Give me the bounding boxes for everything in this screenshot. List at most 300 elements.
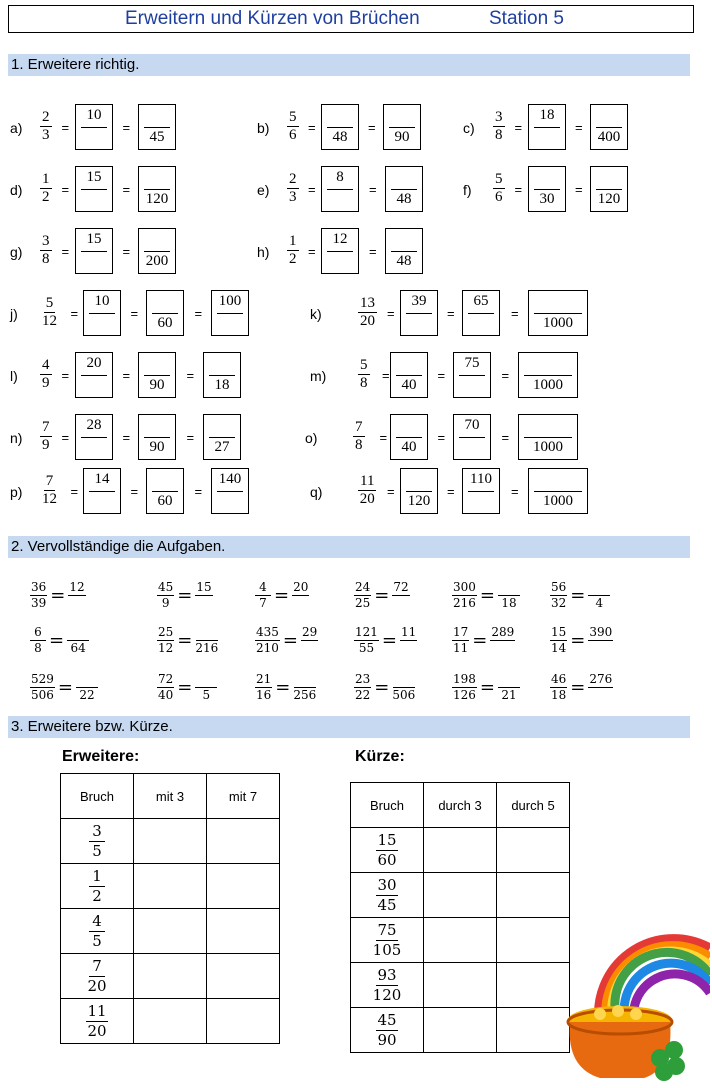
equals-sign: = [381, 630, 397, 651]
equals-sign: = [61, 430, 70, 445]
equals-sign: = [61, 120, 70, 135]
numerator: 75 [377, 920, 397, 939]
denominator [399, 596, 403, 611]
numerator: 45 [158, 580, 174, 594]
equals-sign: = [130, 484, 139, 499]
numerator [76, 672, 98, 688]
equals-sign: = [61, 182, 70, 197]
fraction-left [157, 580, 174, 611]
denominator: 2 [92, 886, 102, 905]
fraction [89, 912, 105, 951]
equals-sign: = [387, 484, 395, 499]
numerator: 3 [42, 233, 50, 249]
table-row [351, 1008, 570, 1053]
answer-box-bottom: 60 [157, 315, 173, 331]
denominator [407, 641, 411, 656]
fraction-cell [351, 873, 424, 918]
denominator: 64 [70, 641, 86, 655]
answer-box-bottom: 120 [145, 191, 169, 207]
numerator: 289 [491, 625, 515, 639]
equation-item [354, 625, 417, 656]
answer-box-bottom: 30 [539, 191, 555, 207]
answer-box-bottom: 48 [396, 253, 412, 269]
fraction-left [452, 625, 469, 656]
answer-cell[interactable] [207, 864, 280, 909]
left-header-row [61, 774, 280, 819]
fraction-right[interactable] [392, 672, 415, 703]
table-row [351, 828, 570, 873]
equals-sign: = [70, 306, 79, 321]
equals-sign: = [122, 244, 131, 259]
equals-sign: = [194, 306, 203, 321]
denominator: 22 [355, 688, 371, 702]
problem-label: d) [10, 182, 23, 198]
answer-cell[interactable] [424, 963, 497, 1008]
table-row [61, 909, 280, 954]
fraction-left [255, 625, 280, 656]
fraction-right[interactable] [392, 580, 409, 611]
answer-cell[interactable] [497, 1008, 570, 1053]
numerator: 6 [30, 625, 46, 641]
fraction-left [255, 580, 271, 611]
equals-sign: = [570, 677, 586, 698]
equals-sign: = [501, 368, 510, 383]
table-row [61, 819, 280, 864]
equals-sign: = [70, 484, 79, 499]
numerator: 198 [453, 672, 476, 686]
fraction [87, 957, 106, 996]
numerator: 15 [196, 580, 212, 594]
problem-label: q) [310, 484, 323, 500]
fraction-right[interactable] [588, 580, 610, 611]
equals-sign: = [379, 430, 388, 445]
right-table [350, 782, 570, 1053]
problem-label: c) [463, 120, 475, 136]
denominator: 216 [453, 596, 476, 610]
answer-box-top: 70 [464, 417, 480, 433]
column-header: mit 7 [207, 774, 280, 819]
denominator [299, 596, 303, 611]
numerator: 7 [89, 957, 105, 977]
denominator: 6 [495, 189, 503, 205]
answer-cell[interactable] [134, 864, 207, 909]
answer-cell[interactable] [424, 1008, 497, 1053]
table-row [61, 954, 280, 999]
answer-box-bottom: 120 [407, 493, 431, 509]
answer-cell[interactable] [424, 918, 497, 963]
fraction-right[interactable] [498, 672, 520, 703]
equals-sign: = [275, 677, 291, 698]
numerator: 11 [87, 1001, 107, 1020]
fraction-cell [61, 819, 134, 864]
table-row [351, 918, 570, 963]
answer-cell[interactable] [424, 828, 497, 873]
worksheet-title: Erweitern und Kürzen von Brüchen [125, 8, 420, 29]
problem-label: n) [10, 430, 23, 446]
table-row [351, 963, 570, 1008]
equals-sign: = [387, 306, 395, 321]
fraction-right[interactable] [76, 672, 98, 703]
numerator: 4 [89, 912, 105, 932]
equals-sign: = [575, 182, 583, 197]
answer-box-top: 8 [336, 169, 344, 185]
answer-cell[interactable] [497, 918, 570, 963]
numerator: 23 [355, 672, 371, 686]
denominator [501, 641, 505, 656]
answer-box-bottom: 27 [214, 439, 230, 455]
fraction-right[interactable] [400, 625, 417, 656]
denominator: 2 [42, 189, 50, 205]
answer-box-top: 75 [464, 355, 480, 371]
denominator: 8 [42, 251, 50, 267]
answer-box-bottom: 48 [332, 129, 348, 145]
numerator: 12 [69, 580, 85, 594]
answer-box-top: 65 [473, 293, 489, 309]
denominator: 506 [392, 688, 416, 702]
answer-box-bottom: 48 [396, 191, 412, 207]
fraction-right[interactable] [490, 625, 515, 656]
numerator: 72 [158, 672, 174, 686]
numerator: 13 [360, 295, 375, 311]
numerator [498, 672, 520, 688]
answer-box-top: 28 [86, 417, 102, 433]
equals-sign: = [514, 182, 523, 197]
denominator: 6 [289, 127, 297, 143]
fraction [376, 876, 397, 915]
numerator [67, 625, 89, 641]
denominator: 12 [42, 313, 57, 329]
fraction-left [157, 625, 174, 656]
numerator: 3 [495, 109, 503, 125]
numerator: 2 [42, 109, 50, 125]
numerator [498, 580, 520, 596]
equals-sign: = [575, 120, 583, 135]
fraction-left [30, 580, 47, 611]
problem-label: o) [305, 430, 318, 446]
equals-sign: = [122, 368, 131, 383]
fraction-right[interactable] [498, 580, 520, 611]
fraction-cell [351, 918, 424, 963]
fraction [376, 1011, 397, 1050]
equals-sign: = [61, 244, 70, 259]
answer-cell[interactable] [207, 819, 280, 864]
answer-cell[interactable] [207, 954, 280, 999]
fraction-right[interactable] [195, 672, 217, 703]
denominator: 210 [256, 641, 279, 655]
denominator: 14 [551, 641, 567, 655]
equals-sign: = [49, 630, 65, 651]
numerator: 7 [45, 473, 54, 489]
equals-sign: = [570, 630, 586, 651]
equals-sign: = [308, 120, 316, 135]
denominator [599, 641, 603, 656]
denominator: 11 [453, 641, 469, 655]
problem-label: j) [10, 306, 18, 322]
numerator: 5 [289, 109, 297, 125]
equals-sign: = [437, 368, 446, 383]
denominator: 5 [202, 688, 211, 702]
equation-item [452, 672, 520, 703]
problem-label: e) [257, 182, 270, 198]
problem-label: p) [10, 484, 23, 500]
table-row [61, 864, 280, 909]
denominator [75, 596, 79, 611]
fraction-left [452, 672, 477, 703]
numerator: 36 [31, 580, 47, 594]
column-header: durch 5 [497, 783, 570, 828]
equals-sign: = [374, 585, 390, 606]
equals-sign: = [447, 484, 455, 499]
answer-box-top: 10 [86, 107, 102, 123]
equation-item [354, 672, 415, 703]
answer-cell[interactable] [207, 999, 280, 1044]
numerator: 300 [453, 580, 476, 594]
answer-box-top: 100 [218, 293, 242, 309]
answer-box-top: 140 [218, 471, 242, 487]
answer-box-top: 15 [86, 231, 102, 247]
numerator: 5 [360, 357, 368, 373]
answer-box-bottom: 45 [149, 129, 165, 145]
equals-sign: = [57, 677, 73, 698]
equation-item [30, 672, 98, 703]
numerator: 276 [589, 672, 613, 686]
equals-sign: = [570, 585, 586, 606]
equals-sign: = [122, 430, 131, 445]
denominator: 20 [359, 491, 375, 507]
numerator: 7 [42, 419, 50, 435]
problem-label: k) [310, 306, 322, 322]
equals-sign: = [308, 244, 316, 259]
numerator: 45 [377, 1010, 397, 1029]
denominator: 3 [289, 189, 297, 205]
equals-sign: = [61, 368, 70, 383]
numerator: 4 [255, 580, 271, 596]
fraction-left [550, 580, 567, 611]
equals-sign: = [274, 585, 290, 606]
numerator: 3 [89, 822, 105, 842]
denominator: 20 [360, 313, 375, 329]
fraction-right[interactable] [195, 580, 212, 611]
reduce-table-wrap [350, 782, 570, 1053]
numerator: 93 [377, 965, 397, 984]
equation-item [255, 625, 318, 656]
fraction-right[interactable] [588, 672, 613, 703]
equals-sign: = [368, 120, 376, 135]
numerator: 15 [377, 830, 397, 849]
answer-box-bottom: 60 [157, 493, 173, 509]
equals-sign: = [374, 677, 390, 698]
answer-cell[interactable] [497, 963, 570, 1008]
denominator: 55 [358, 641, 375, 655]
fraction [376, 831, 397, 870]
answer-cell[interactable] [424, 873, 497, 918]
numerator: 1 [289, 233, 297, 249]
denominator: 8 [495, 127, 503, 143]
problem-label: f) [463, 182, 472, 198]
denominator: 20 [87, 1021, 107, 1040]
denominator: 9 [161, 596, 170, 610]
equation-item [30, 625, 89, 656]
denominator: 90 [377, 1030, 397, 1049]
fraction-left [354, 672, 371, 703]
numerator: 121 [355, 625, 378, 639]
numerator [196, 625, 218, 641]
denominator [202, 596, 206, 611]
denominator: 7 [259, 596, 267, 610]
fraction [89, 867, 105, 906]
denominator: 16 [256, 688, 272, 702]
answer-cell[interactable] [134, 819, 207, 864]
fraction-left [255, 672, 272, 703]
problem-label: b) [257, 120, 270, 136]
fraction-right[interactable] [292, 580, 309, 611]
fraction-right[interactable] [195, 625, 218, 656]
numerator: 7 [355, 419, 363, 435]
numerator: 390 [589, 625, 613, 639]
equation-item [550, 672, 613, 703]
equals-sign: = [177, 630, 193, 651]
equals-sign: = [382, 368, 390, 383]
equals-sign: = [447, 306, 455, 321]
denominator: 25 [355, 596, 371, 610]
fraction [86, 1002, 107, 1041]
fraction [373, 921, 402, 960]
table-row [61, 999, 280, 1044]
fraction-right[interactable] [67, 625, 89, 656]
fraction-right[interactable] [588, 625, 613, 656]
answer-box-bottom: 200 [145, 253, 169, 269]
numerator: 15 [551, 625, 567, 639]
answer-box-bottom: 1000 [533, 439, 563, 455]
numerator: 72 [393, 580, 409, 594]
equals-sign: = [369, 244, 377, 259]
problem-label: m) [310, 368, 327, 384]
denominator: 3 [42, 127, 50, 143]
numerator: 30 [377, 875, 397, 894]
fraction-left [550, 625, 567, 656]
answer-box-top: 10 [94, 293, 110, 309]
extend-table-wrap [60, 773, 280, 1044]
equation-item [354, 580, 410, 611]
fraction-right[interactable] [68, 580, 85, 611]
numerator: 20 [293, 580, 309, 594]
numerator: 24 [355, 580, 371, 594]
section-3-heading: 3. Erweitere bzw. Kürze. [8, 716, 690, 738]
denominator: 39 [31, 596, 47, 610]
equation-item [452, 580, 520, 611]
equation-item [30, 580, 86, 611]
answer-cell[interactable] [134, 954, 207, 999]
answer-box-bottom: 1000 [543, 315, 573, 331]
numerator: 11 [401, 625, 417, 639]
answer-box-bottom: 40 [401, 439, 417, 455]
numerator: 4 [42, 357, 50, 373]
equation-item [255, 672, 316, 703]
numerator [393, 672, 415, 688]
extend-heading: Erweitere: [62, 748, 140, 765]
numerator: 11 [360, 473, 375, 489]
equals-sign: = [50, 585, 66, 606]
answer-box-bottom: 90 [149, 439, 165, 455]
numerator: 56 [551, 580, 567, 594]
section-1-heading: 1. Erweitere richtig. [8, 54, 690, 76]
fraction-cell [351, 1008, 424, 1053]
equals-sign: = [511, 484, 519, 499]
numerator [588, 580, 610, 596]
answer-cell[interactable] [134, 909, 207, 954]
fraction-left [550, 672, 567, 703]
denominator: 5 [92, 931, 102, 950]
denominator: 2 [289, 251, 297, 267]
equals-sign: = [130, 306, 139, 321]
equals-sign: = [186, 368, 195, 383]
rainbow-pot-of-gold-icon [560, 918, 710, 1084]
equals-sign: = [177, 585, 193, 606]
numerator: 46 [551, 672, 567, 686]
denominator: 8 [360, 375, 368, 391]
fraction-right[interactable] [293, 672, 316, 703]
answer-box-bottom: 1000 [533, 377, 563, 393]
denominator: 21 [501, 688, 517, 702]
problem-label: g) [10, 244, 23, 260]
denominator [308, 641, 312, 656]
denominator: 32 [551, 596, 567, 610]
fraction-right[interactable] [301, 625, 318, 656]
denominator: 216 [195, 641, 219, 655]
equals-sign: = [479, 585, 495, 606]
fraction [89, 822, 105, 861]
fraction-left [354, 580, 371, 611]
equals-sign: = [472, 630, 488, 651]
denominator: 506 [31, 688, 54, 702]
answer-box-bottom: 1000 [543, 493, 573, 509]
equals-sign: = [282, 630, 298, 651]
denominator: 18 [551, 688, 567, 702]
answer-cell[interactable] [207, 909, 280, 954]
answer-box-top: 15 [86, 169, 102, 185]
equals-sign: = [186, 430, 195, 445]
numerator [294, 672, 316, 688]
answer-box-top: 20 [86, 355, 102, 371]
fraction [373, 966, 402, 1005]
equals-sign: = [369, 182, 377, 197]
denominator: 60 [377, 850, 397, 869]
answer-cell[interactable] [134, 999, 207, 1044]
answer-box-bottom: 40 [401, 377, 417, 393]
reduce-heading: Kürze: [355, 748, 405, 765]
table-row [351, 873, 570, 918]
equation-item [550, 580, 610, 611]
numerator: 25 [158, 625, 174, 639]
answer-box-bottom: 90 [149, 377, 165, 393]
equation-item [157, 672, 217, 703]
equals-sign: = [511, 306, 519, 321]
answer-cell[interactable] [497, 873, 570, 918]
answer-box-top: 39 [411, 293, 427, 309]
denominator: 4 [595, 596, 604, 610]
answer-cell[interactable] [497, 828, 570, 873]
denominator: 12 [158, 641, 174, 655]
equals-sign: = [437, 430, 446, 445]
fraction-left [452, 580, 477, 611]
column-header: mit 3 [134, 774, 207, 819]
fraction-cell [61, 864, 134, 909]
numerator: 529 [31, 672, 54, 686]
equation-item [255, 580, 309, 611]
denominator: 256 [293, 688, 317, 702]
answer-box-bottom: 400 [597, 129, 621, 145]
denominator: 40 [158, 688, 174, 702]
